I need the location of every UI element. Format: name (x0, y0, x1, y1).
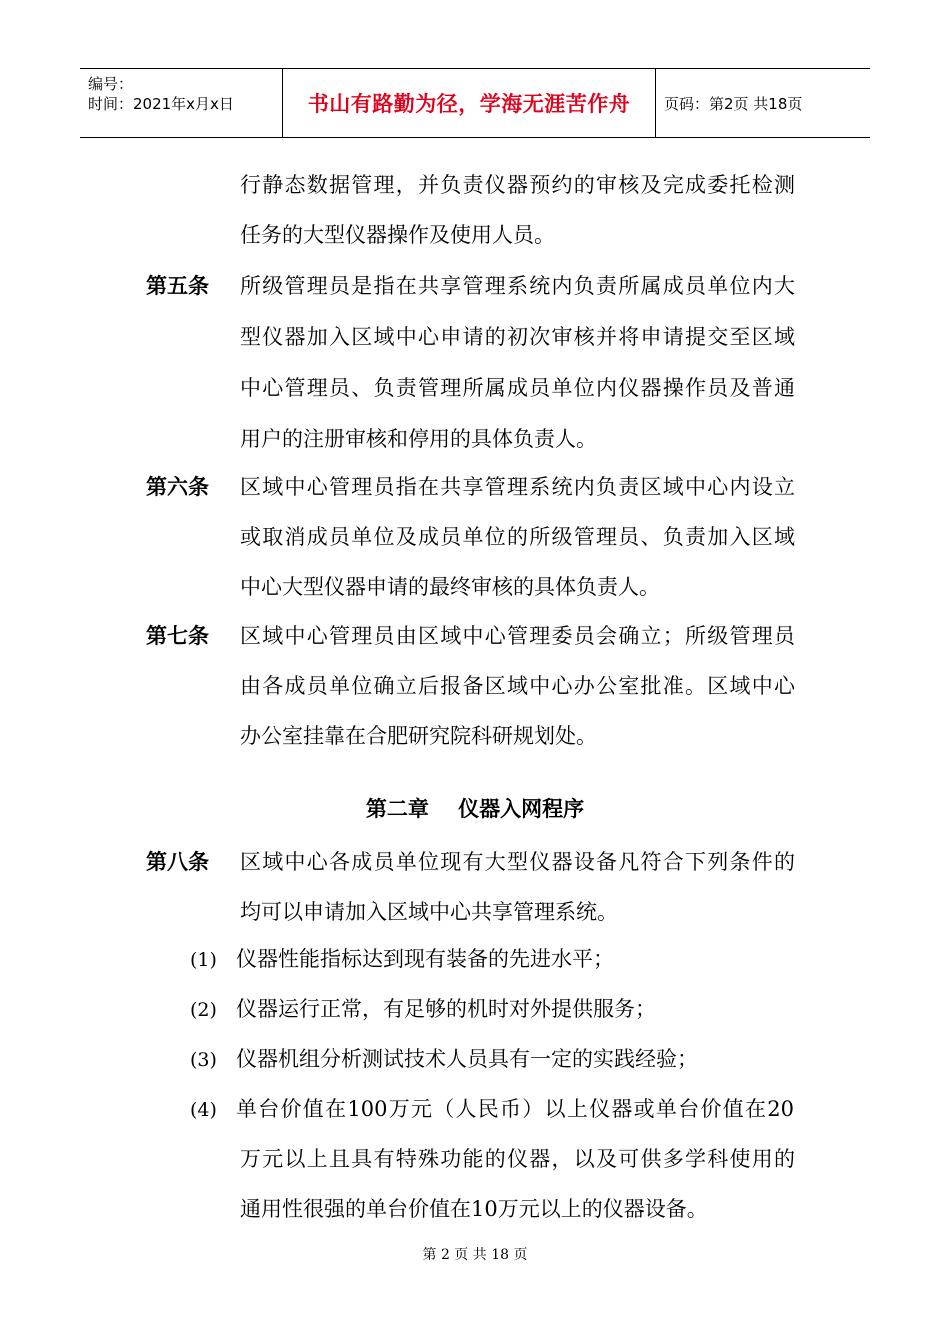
article-line: 型仪器加入区域中心申请的初次审核并将申请提交至区域 (240, 325, 795, 349)
page-footer: 第 2 页 共 18 页 (422, 1247, 528, 1263)
list-number: (2) (190, 999, 217, 1021)
intro-line: 任务的大型仪器操作及使用人员。 (240, 223, 555, 247)
page-header (80, 68, 870, 138)
article-line: 区域中心各成员单位现有大型仪器设备凡符合下列条件的 (240, 850, 795, 874)
list-item-continuation: 万元以上且具有特殊功能的仪器，以及可供多学科使用的 (240, 1147, 795, 1171)
document-time-label: 时间：2021年x月x日 (88, 95, 234, 113)
article-line: 办公室挂靠在合肥研究院科研规划处。 (240, 724, 597, 748)
article-line: 区域中心管理员指在共享管理系统内负责区域中心内设立 (240, 475, 795, 499)
article-label: 第五条 (146, 274, 209, 298)
article-line: 中心大型仪器申请的最终审核的具体负责人。 (240, 575, 660, 599)
header-page-info: 页码：第2页 共18页 (664, 94, 803, 113)
article-label: 第六条 (146, 475, 209, 499)
list-number: (4) (190, 1099, 217, 1121)
intro-line: 行静态数据管理，并负责仪器预约的审核及完成委托检测 (240, 173, 795, 197)
list-item: 仪器机组分析测试技术人员具有一定的实践经验； (236, 1047, 698, 1071)
header-meta (80, 69, 282, 137)
chapter-title: 第二章 仪器入网程序 (365, 797, 585, 821)
header-motto-cell (282, 69, 656, 137)
header-motto: 书山有路勤为径，学海无涯苦作舟 (307, 92, 631, 116)
list-number: (1) (190, 949, 217, 971)
list-number: (3) (190, 1049, 217, 1071)
article-line: 均可以申请加入区域中心共享管理系统。 (240, 900, 618, 924)
list-item: 单台价值在100万元（人民币）以上仪器或单台价值在20 (236, 1097, 794, 1121)
list-item: 仪器性能指标达到现有装备的先进水平； (236, 947, 614, 971)
list-item-continuation: 通用性很强的单台价值在10万元以上的仪器设备。 (240, 1197, 708, 1221)
list-item: 仪器运行正常，有足够的机时对外提供服务； (236, 997, 656, 1021)
article-line: 由各成员单位确立后报备区域中心办公室批准。区域中心 (240, 674, 795, 698)
article-line: 用户的注册审核和停用的具体负责人。 (240, 427, 597, 451)
document-number-label: 编号： (88, 75, 134, 93)
article-line: 所级管理员是指在共享管理系统内负责所属成员单位内大 (240, 274, 795, 298)
article-line: 或取消成员单位及成员单位的所级管理员、负责加入区域 (240, 525, 795, 549)
article-line: 区域中心管理员由区域中心管理委员会确立；所级管理员 (240, 624, 795, 648)
article-label: 第八条 (146, 850, 209, 874)
article-label: 第七条 (146, 624, 209, 648)
article-line: 中心管理员、负责管理所属成员单位内仪器操作员及普通 (240, 376, 795, 400)
